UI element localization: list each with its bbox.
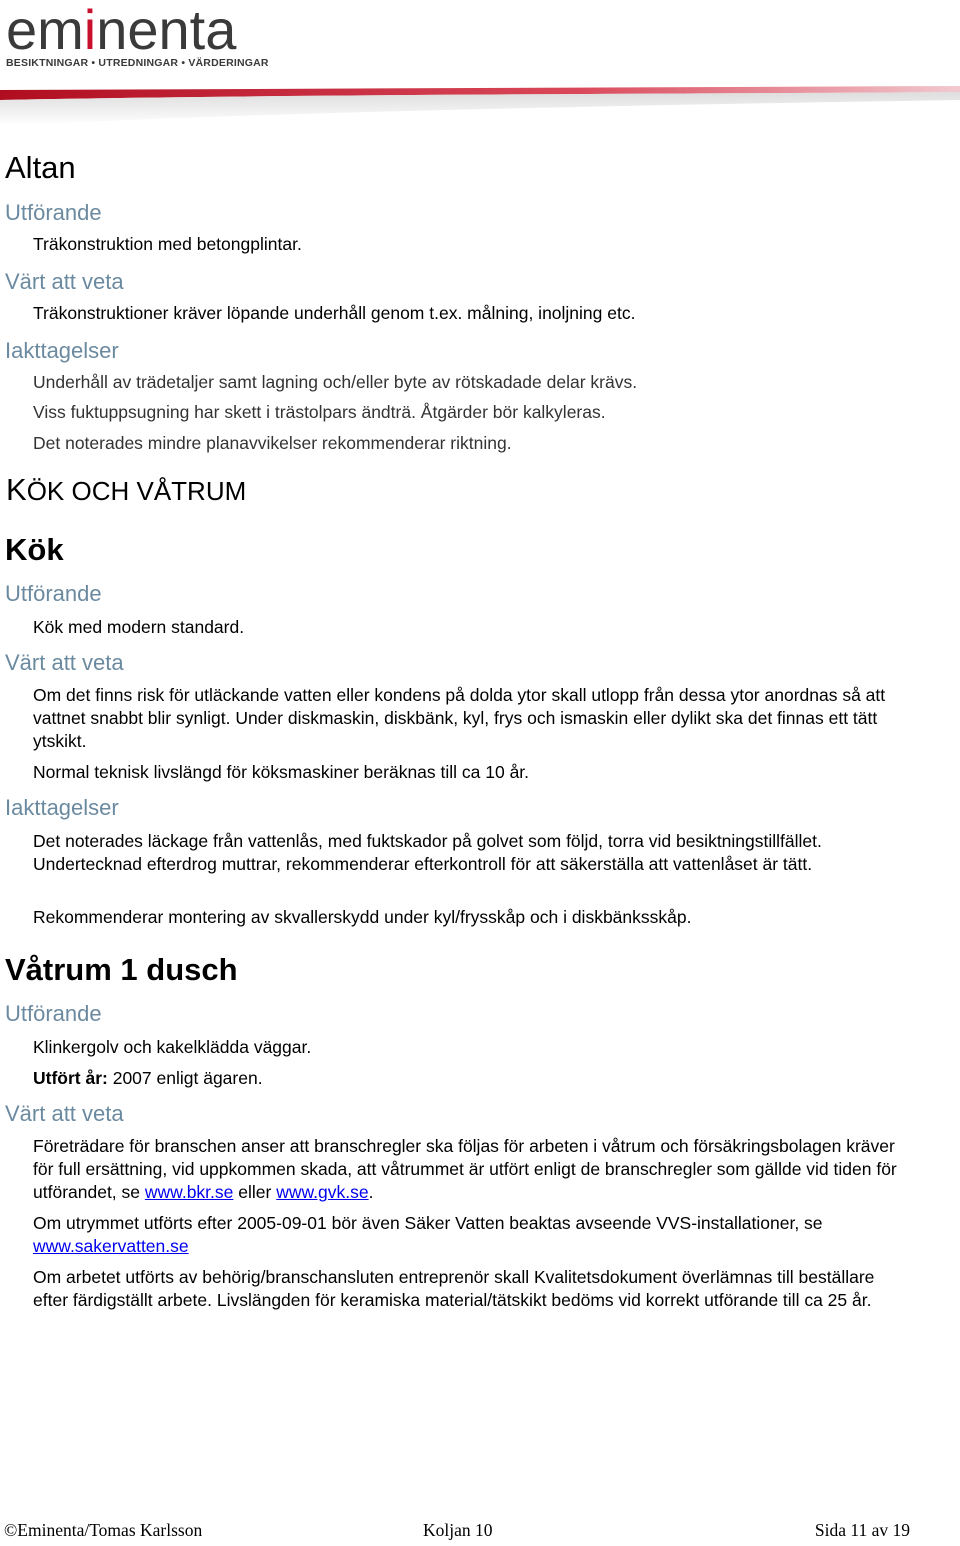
footer-page-number: Sida 11 av 19 [814,1520,910,1540]
vatrum-vart-1: Företrädare för branschen anser att branschregler ska följas för arbeten i våtrum och försäkringsbolagen kräver för full ersättning, vid uppkommen skada, att våtrummet är utfört enligt de branschregler som gällde vid tiden för utförandet, se www.bkr.se eller www.gvk.se. [33,1136,897,1202]
kok-iakt-1: Det noterades läckage från vattenlås, med fuktskador på golvet som följd, torra vid besiktningstillfället. Undertecknad efterdrog muttrar, rekommenderar efterkontroll för att säkerställa att vattenlåset är tätt. [33,831,822,874]
vatrum-vart-label: Värt att veta [5,1101,124,1126]
vatrum-utfort-ar: Utfört år: 2007 enligt ägaren. [33,1068,263,1088]
vatrum-utforande-text: Klinkergolv och kakelklädda väggar. [33,1037,312,1057]
link-sakervatten[interactable]: www.sakervatten.se [33,1236,189,1256]
page-footer [0,1520,960,1544]
kok-vart-2: Normal teknisk livslängd för köksmaskiner beräknas till ca 10 år. [33,762,530,782]
altan-utforande-label: Utförande [5,200,102,225]
footer-copyright: ©Eminenta/Tomas Karlsson [4,1520,203,1540]
kok-utforande-text: Kök med modern standard. [33,617,245,637]
kok-vart-1: Om det finns risk för utläckande vatten eller kondens på dolda ytor skall utlopp från dessa ytor anordnas så att vattnet snabbt blir synligt. Under diskmaskin, diskbänk, kyl, frys och ismaskin eller dylikt ska det finnas ett tätt ytskikt. [33,685,886,751]
kok-iakt-2: Rekommenderar montering av skvallerskydd under kyl/frysskåp och i diskbänksskåp. [33,907,692,927]
kok-vart-label: Värt att veta [5,650,124,675]
section-heading: KÖK OCH VÅTRUM [6,472,247,507]
vatrum-heading: Våtrum 1 dusch [5,952,238,987]
kok-utforande-label: Utförande [5,581,102,606]
altan-vart-text: Träkonstruktioner kräver löpande underhåll genom t.ex. målning, inoljning etc. [33,303,636,323]
altan-iakt-2: Viss fuktuppsugning har skett i trästolpars ändträ. Åtgärder bör kalkyleras. [33,402,606,422]
kok-iakt-label: Iakttagelser [5,795,119,820]
altan-iakt-1: Underhåll av trädetaljer samt lagning och/eller byte av rötskadade delar krävs. [33,372,638,392]
link-gvk[interactable]: www.gvk.se [276,1182,369,1202]
altan-vart-label: Värt att veta [5,269,124,294]
eminenta-logo: eminenta [6,0,237,61]
altan-utforande-text: Träkonstruktion med betongplintar. [33,234,302,254]
altan-iakt-label: Iakttagelser [5,338,119,363]
vatrum-utforande-label: Utförande [5,1001,102,1026]
altan-heading: Altan [5,150,76,185]
link-bkr[interactable]: www.bkr.se [144,1182,234,1202]
kok-heading: Kök [5,532,64,567]
page-header [0,0,960,130]
vatrum-vart-2: Om utrymmet utförts efter 2005-09-01 bör även Säker Vatten beaktas avseende VVS-installationer, se www.sakervatten.se [33,1213,823,1256]
footer-property: Koljan 10 [423,1520,493,1540]
logo-tagline: BESIKTNINGAR • UTREDNINGAR • VÄRDERINGAR [6,57,269,69]
header-swoosh [0,78,960,128]
vatrum-vart-3: Om arbetet utförts av behörig/branschansluten entreprenör skall Kvalitetsdokument överlämnas till beställare efter färdigställt arbete. Livslängden för keramiska material/tätskikt bedöms vid korrekt utförande till ca 25 år. [33,1267,875,1310]
altan-iakt-3: Det noterades mindre planavvikelser rekommenderar riktning. [33,433,512,453]
